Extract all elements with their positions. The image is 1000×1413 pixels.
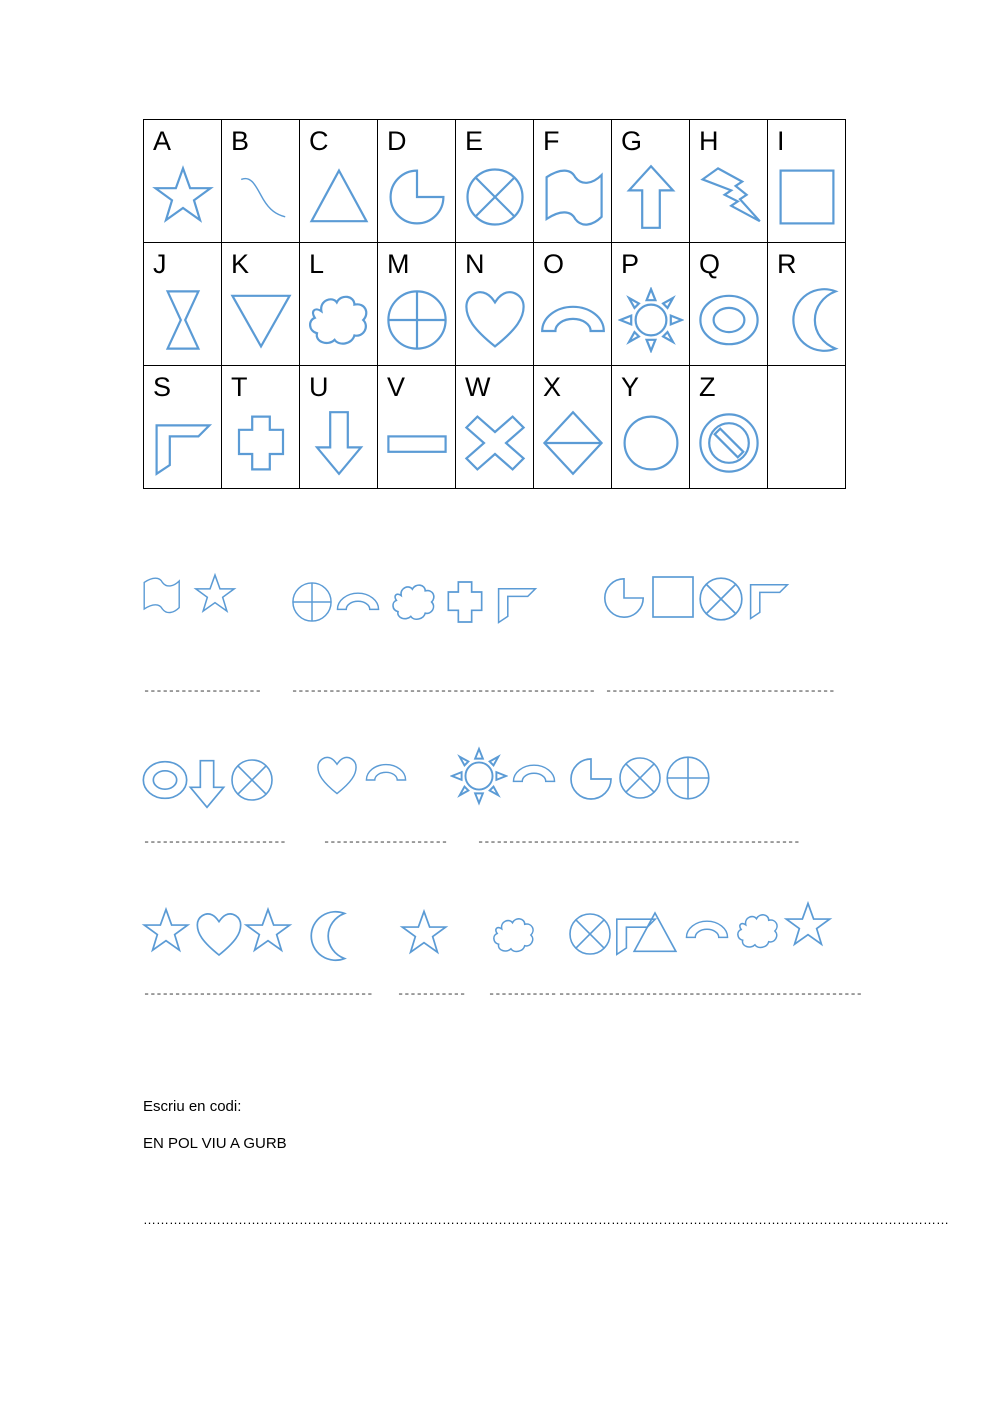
key-cell-i (768, 120, 846, 243)
key-cell-p (612, 243, 690, 366)
key-letter: O (543, 249, 565, 279)
key-cell-j (144, 243, 222, 366)
key-letter: L (309, 249, 325, 279)
heart-icon (314, 754, 360, 798)
key-cell-k (222, 243, 300, 366)
plus-icon (440, 576, 490, 628)
x-shape-icon (462, 410, 528, 476)
key-letter: S (153, 372, 172, 402)
circle-x-icon (228, 756, 276, 804)
answer-blank[interactable]: ---------------------------------------------------- (477, 835, 800, 849)
key-letter: F (543, 126, 560, 156)
key-letter: Z (699, 372, 716, 402)
moon-icon (296, 908, 348, 964)
answer-blank[interactable]: ------------------------------------------------- (558, 987, 862, 1001)
key-letter: A (153, 126, 172, 156)
star-icon (150, 164, 216, 230)
key-cell-s (144, 366, 222, 489)
circle-x-icon (566, 910, 614, 958)
key-cell-l (300, 243, 378, 366)
key-cell-t (222, 366, 300, 489)
key-cell-r (768, 243, 846, 366)
key-letter: D (387, 126, 407, 156)
key-letter: K (231, 249, 250, 279)
square-icon (774, 164, 840, 230)
key-cell-v (378, 366, 456, 489)
key-cell-n (456, 243, 534, 366)
cloud-icon (732, 908, 784, 954)
key-cell-x (534, 366, 612, 489)
sun-icon (618, 287, 684, 353)
phrase-to-encode: EN POL VIU A GURB (143, 1135, 287, 1152)
key-cell-f (534, 120, 612, 243)
arrow-down-icon (306, 410, 372, 476)
arch-icon (540, 287, 606, 353)
answer-blank[interactable]: ------------------------------------- (605, 684, 835, 698)
circle-cross-icon (384, 287, 450, 353)
key-cell-b (222, 120, 300, 243)
triangle-icon (630, 908, 680, 958)
no-sign-icon (696, 410, 762, 476)
key-cell-g (612, 120, 690, 243)
key-letter: T (231, 372, 248, 402)
key-letter: N (465, 249, 485, 279)
key-cell-e (456, 120, 534, 243)
answer-blank[interactable]: ------------------------------------------------- (291, 684, 595, 698)
plus-icon (228, 410, 294, 476)
key-cell-d (378, 120, 456, 243)
key-letter: V (387, 372, 406, 402)
key-cell-o (534, 243, 612, 366)
key-cell-m (378, 243, 456, 366)
pie-cut-icon (566, 754, 616, 804)
key-cell-h (690, 120, 768, 243)
circle-cross-icon (664, 754, 712, 802)
instructions-text: Escriu en codi: (143, 1098, 242, 1115)
key-cell-w (456, 366, 534, 489)
answer-blank[interactable]: ----------- (397, 987, 466, 1001)
arrow-down-icon (182, 754, 232, 814)
key-letter: W (465, 372, 491, 402)
triangle-down-icon (228, 287, 294, 353)
diamond-icon (540, 410, 606, 476)
key-cell-u (300, 366, 378, 489)
sun-icon (450, 746, 508, 806)
key-letter: H (699, 126, 719, 156)
wavy-line-icon (228, 164, 294, 230)
key-letter: E (465, 126, 484, 156)
answer-blank[interactable]: -------------------- (323, 835, 448, 849)
circle-icon (618, 410, 684, 476)
key-letter: Q (699, 249, 721, 279)
star-icon (398, 908, 450, 960)
arch-icon (682, 908, 732, 952)
circle-x-icon (696, 574, 746, 624)
star-icon (782, 900, 834, 952)
ring-icon (696, 287, 762, 353)
puzzle-line-3 (140, 900, 860, 970)
arch-icon (362, 752, 410, 794)
arch-icon (506, 752, 562, 796)
key-cell-z (690, 366, 768, 489)
answer-blank[interactable]: ------------------- (143, 684, 261, 698)
key-letter: B (231, 126, 250, 156)
key-cell-y (612, 366, 690, 489)
key-letter: R (777, 249, 797, 279)
answer-blank[interactable]: ----------- (488, 987, 557, 1001)
heart-icon (194, 910, 244, 960)
key-letter: C (309, 126, 329, 156)
cloud-icon (488, 912, 540, 958)
square-icon (648, 572, 698, 622)
flag-wave-icon (140, 574, 182, 616)
flag-wave-icon (540, 164, 606, 230)
hourglass-icon (150, 287, 216, 353)
arrow-up-icon (618, 164, 684, 230)
key-letter: X (543, 372, 562, 402)
key-cell-empty (768, 366, 846, 489)
star-icon (192, 572, 238, 618)
circle-x-icon (462, 164, 528, 230)
heart-icon (462, 287, 528, 353)
key-letter: Y (621, 372, 640, 402)
arch-icon (334, 580, 382, 624)
cloud-icon (306, 287, 372, 353)
pie-cut-icon (600, 574, 648, 622)
key-letter: J (153, 249, 167, 279)
key-letter: M (387, 249, 410, 279)
star-icon (140, 906, 192, 958)
corner-icon (746, 572, 792, 622)
key-cell-a (144, 120, 222, 243)
cipher-key-table (143, 119, 846, 489)
bar-icon (384, 410, 450, 476)
answer-blank[interactable]: ----------------------- (143, 835, 286, 849)
star-icon (242, 906, 294, 958)
circle-cross-icon (290, 580, 334, 624)
cloud-icon (388, 578, 440, 626)
key-cell-c (300, 120, 378, 243)
circle-x-icon (616, 754, 664, 802)
key-letter: U (309, 372, 329, 402)
corner-icon (494, 576, 540, 626)
puzzle-line-2 (140, 748, 860, 818)
key-cell-q (690, 243, 768, 366)
key-letter: P (621, 249, 640, 279)
puzzle-line-1 (140, 572, 860, 642)
pie-cut-icon (384, 164, 450, 230)
key-letter: I (777, 126, 785, 156)
key-letter: G (621, 126, 643, 156)
triangle-icon (306, 164, 372, 230)
corner-icon (150, 410, 216, 476)
lightning-icon (696, 164, 762, 230)
answer-blank[interactable]: ------------------------------------- (143, 987, 373, 1001)
moon-icon (774, 287, 840, 353)
answer-dotted-line[interactable]: …………………………………………………………………………………………………………………………………………………………………… (143, 1212, 949, 1227)
